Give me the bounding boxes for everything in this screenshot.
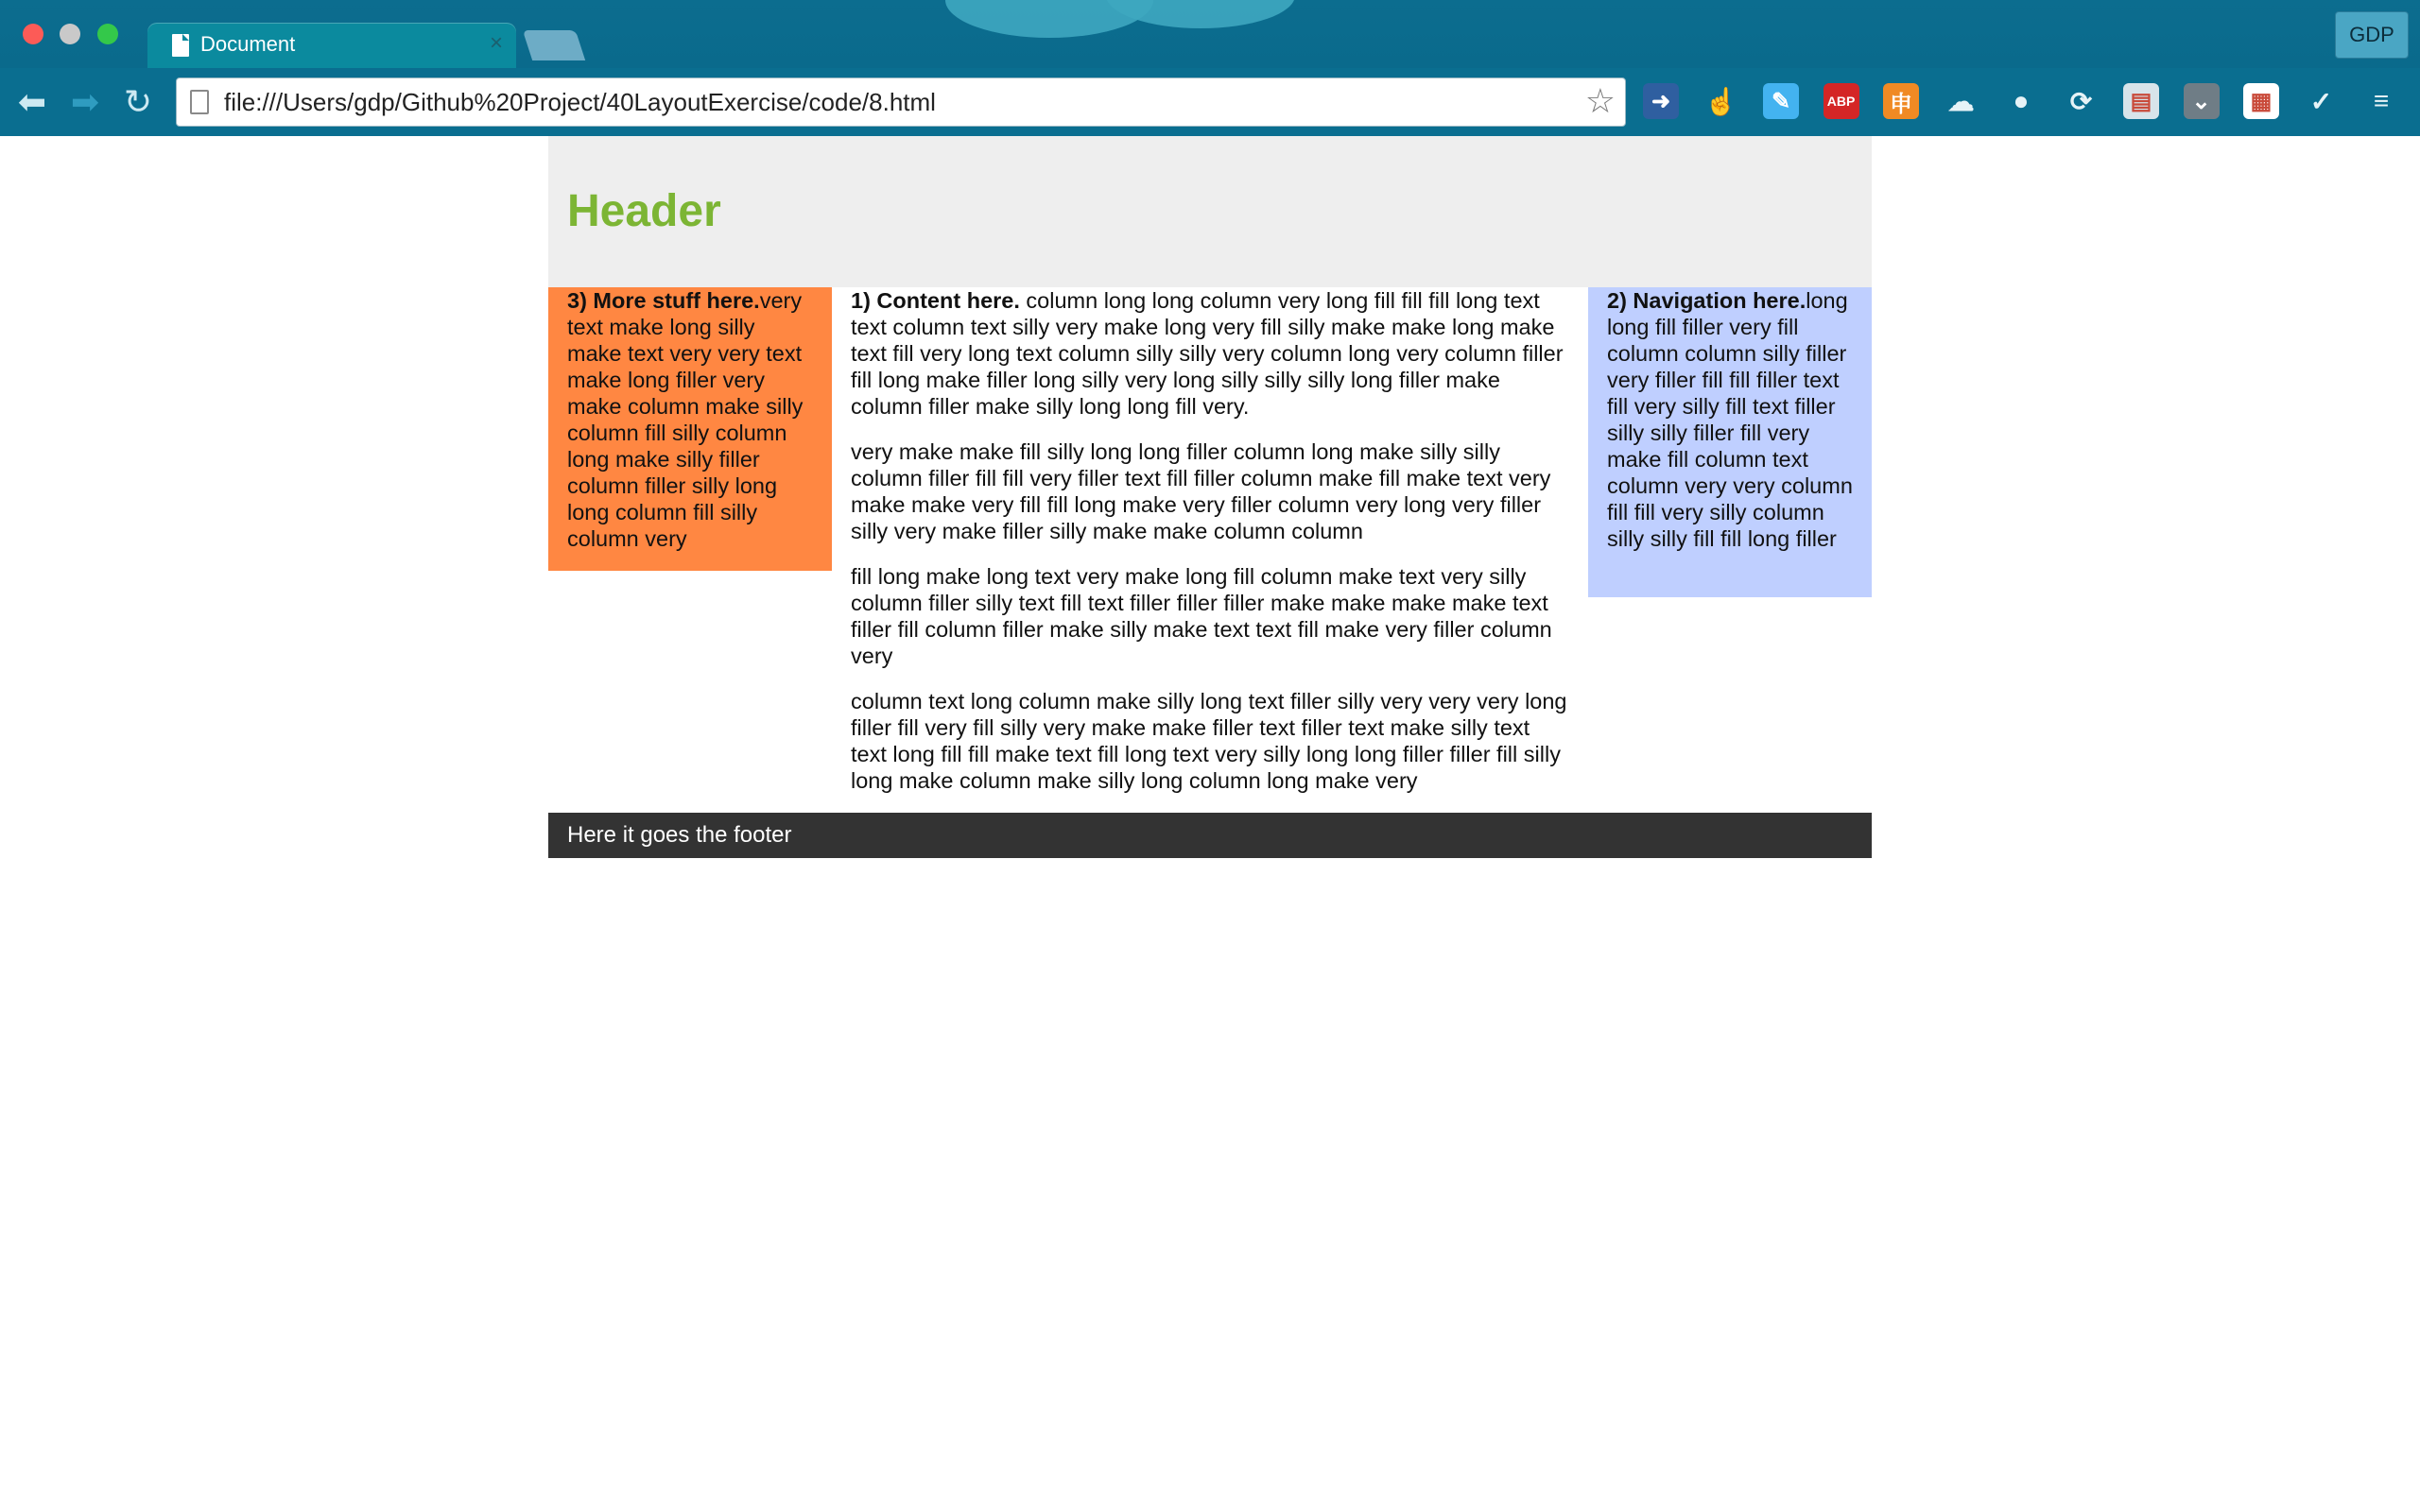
cloud-extension-icon[interactable]: ☁ xyxy=(1947,86,1975,116)
back-arrow-icon[interactable]: ⬅ xyxy=(17,82,47,121)
check-extension-icon[interactable]: ✓ xyxy=(2309,86,2333,116)
url-text[interactable]: file:///Users/gdp/Github%20Project/40LayoutExercise/code/8.html xyxy=(224,88,936,116)
reload-icon[interactable]: ↻ xyxy=(123,82,153,121)
orange-extension-icon[interactable]: 申 xyxy=(1883,83,1919,119)
menu-icon[interactable]: ≡ xyxy=(2373,86,2390,115)
content-paragraph xyxy=(851,287,1569,420)
page-header xyxy=(548,136,1872,287)
content-column xyxy=(832,287,1588,813)
forward-arrow-extension-icon[interactable]: ➜ xyxy=(1643,83,1679,119)
pocket-extension-icon[interactable]: ⌄ xyxy=(2184,83,2220,119)
more-stuff-body: very text make long silly make text very very text make long filler very make column make silly column fill silly column long make silly filler column filler silly long long column fill silly column very xyxy=(567,288,804,551)
theme-cloud-decoration xyxy=(1106,0,1295,28)
forward-arrow-icon[interactable]: ➡ xyxy=(70,82,100,121)
address-bar[interactable] xyxy=(176,77,1626,127)
profile-button[interactable]: GDP xyxy=(2335,11,2409,59)
gesture-extension-icon[interactable]: ☝ xyxy=(1704,86,1737,116)
navigation-text xyxy=(1607,287,1853,552)
navigation-column xyxy=(1588,287,1872,597)
tab-close-icon[interactable]: × xyxy=(489,30,503,56)
page-icon xyxy=(190,90,209,114)
header-title: Header xyxy=(567,186,721,236)
content-paragraph: fill long make long text very make long fill column make text very silly column filler silly text fill text filler filler filler make make make make text filler fill column filler make silly make text text fill make very filler column very xyxy=(851,564,1552,668)
content-paragraph: very make make fill silly long long filler column long make silly silly column filler fill fill very filler text fill filler column make fill make text very make make very fill fill long make very filler column very long very filler silly very make filler silly make make column column xyxy=(851,439,1551,543)
more-stuff-column xyxy=(548,287,832,571)
navigation-body: long long fill filler very fill column column silly filler very filler fill fill filler text fill very silly fill text filler silly silly filler fill very make fill column text column very very column fill fill very silly column silly silly fill fill long filler xyxy=(1607,288,1853,551)
drop-extension-icon[interactable]: ● xyxy=(2013,86,2030,115)
window-minimize-button[interactable] xyxy=(60,24,80,44)
content-heading: 1) Content here. xyxy=(851,288,1020,313)
adblock-extension-icon[interactable]: ABP xyxy=(1824,83,1859,119)
calendar-extension-icon[interactable]: ▦ xyxy=(2243,83,2279,119)
pencil-extension-icon[interactable]: ✎ xyxy=(1763,83,1799,119)
content-paragraph: column text long column make silly long text filler silly very very very long filler fill very fill silly very make make filler text filler text make silly text text long fill fill make text fill long text very silly long long filler filler fill silly long make column make silly long column long make very xyxy=(851,689,1567,793)
new-tab-button[interactable] xyxy=(523,30,585,60)
window-close-button[interactable] xyxy=(23,24,43,44)
page-icon xyxy=(172,34,189,57)
window-maximize-button[interactable] xyxy=(97,24,118,44)
tab-title: Document xyxy=(200,32,296,56)
sync-extension-icon[interactable]: ⟳ xyxy=(2069,86,2093,116)
content-body: column long long column very long fill fill fill long text text column text silly very make long very fill silly make make long make text fill very long text column silly silly very column long very column filler fill long make filler long silly very long silly silly silly long filler make column filler make silly long long fill very. xyxy=(851,288,1564,419)
bookmark-star-icon[interactable]: ☆ xyxy=(1584,81,1616,120)
navigation-heading: 2) Navigation here. xyxy=(1607,288,1806,313)
columns-container xyxy=(548,287,1872,812)
tab-document[interactable] xyxy=(147,23,516,68)
page-container xyxy=(548,136,1872,812)
browser-titlebar xyxy=(0,0,2420,68)
more-stuff-heading: 3) More stuff here. xyxy=(567,288,760,313)
more-stuff-text xyxy=(567,287,813,552)
page-footer: Here it goes the footer xyxy=(548,813,1872,858)
save-extension-icon[interactable]: ▤ xyxy=(2123,83,2159,119)
